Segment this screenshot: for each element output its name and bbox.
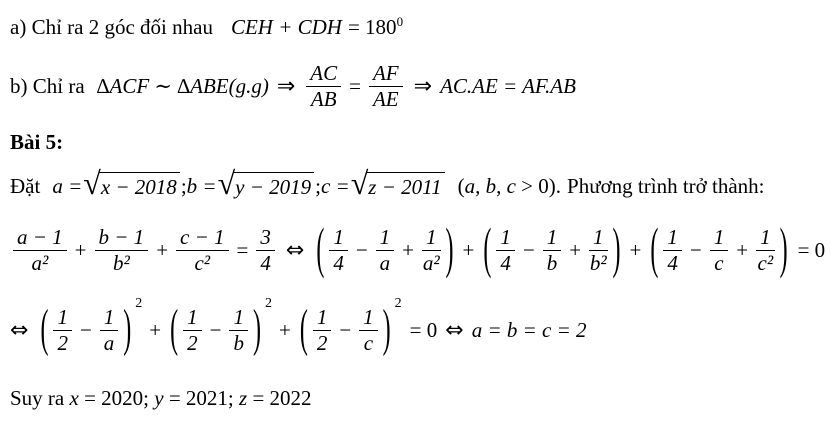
section-title: Bài 5: [10, 130, 64, 154]
equation-line-2 [10, 290, 830, 370]
line-a-exponent: 0 [396, 14, 404, 29]
similarity-criterion: (g.g) [228, 73, 269, 98]
line-b-label: b) Chỉ ra [10, 73, 85, 98]
subst-tail: Phương trình trở thành: [567, 173, 765, 198]
left-paren: ( [40, 302, 49, 358]
implies-arrow: ⇒ [276, 73, 296, 99]
radical-sign: √ [217, 165, 236, 201]
plus-sign: + [462, 237, 475, 262]
squared-group-b [168, 296, 272, 358]
minus-sign: − [522, 237, 535, 262]
iff-arrow: ⇔ [285, 237, 305, 263]
fraction-one-over-b-squared: $\frac{1}{\text{b²}}$ [589, 224, 607, 275]
line-a-equals-value: = 180 [347, 15, 397, 39]
fraction-a-term: $\frac{a - 1}{\text{a²}}$ [13, 226, 67, 274]
minus-sign: − [209, 317, 222, 342]
right-paren: ) [445, 219, 454, 281]
ratio-fraction-af-ae: $\frac{AF}{AE}$ [369, 62, 403, 110]
eq2-conclusion: a = b = c = 2 [471, 317, 587, 342]
z-value: = 2022 [247, 386, 312, 410]
iff-arrow: ⇔ [445, 317, 464, 343]
separator: ; [180, 173, 187, 198]
line-b-conclusion: AC.AE = AF.AB [440, 73, 576, 98]
fraction-one-half: $\frac{1}{2}$ [53, 306, 72, 354]
fraction-one-over-a: $\frac{1}{a}$ [100, 306, 119, 354]
subst-prefix: Đặt [10, 173, 41, 198]
subst-a-lhs: a = [52, 173, 83, 198]
right-paren: ) [382, 302, 391, 358]
minus-sign: − [689, 237, 702, 262]
equals-zero: = 0 [409, 317, 438, 342]
equals-zero: = 0 [797, 237, 826, 262]
plus-sign: + [569, 237, 582, 262]
equation-line-1 [10, 213, 830, 287]
fraction-one-over-a-squared: $\frac{1}{\text{a²}}$ [422, 224, 440, 275]
subst-b-lhs: b = [186, 173, 217, 198]
paren-group-a [314, 219, 455, 281]
ratio-fraction-ac-ab: $\frac{AC}{AB}$ [306, 62, 341, 110]
condition-rest: > 0). [515, 173, 562, 198]
left-paren: ( [299, 302, 308, 358]
right-paren: ) [123, 302, 132, 358]
paren-group-b [481, 219, 622, 281]
equals-sign: = [236, 237, 249, 262]
plus-sign: + [402, 237, 414, 262]
fraction-one-half: $\frac{1}{2}$ [183, 306, 202, 354]
left-paren: ( [483, 219, 492, 281]
fraction-b-term: $\frac{b - 1}{\text{b²}}$ [95, 226, 149, 274]
separator: ; [315, 173, 321, 198]
fraction-c-term: $\frac{c - 1}{\text{c²}}$ [176, 226, 229, 274]
squared-group-a [38, 296, 143, 358]
right-paren: ) [779, 219, 788, 281]
radical-sign: √ [83, 165, 101, 201]
subst-c-lhs: c = [320, 173, 350, 198]
fraction-one-fourth: $\frac{1}{4}$ [663, 226, 682, 274]
minus-sign: − [79, 317, 92, 342]
triangle-similarity: ∆ACF ∼ ∆ABE [96, 73, 229, 98]
paren-group-c [648, 219, 789, 281]
section-heading [10, 130, 830, 155]
var-x: x [69, 386, 79, 410]
fraction-one-half: $\frac{1}{2}$ [313, 306, 332, 354]
plus-sign: + [74, 237, 87, 262]
fraction-one-over-c: $\frac{1}{c}$ [710, 226, 729, 274]
plus-sign: + [736, 237, 749, 262]
plus-sign: + [156, 237, 169, 262]
solution-line-b [10, 55, 830, 117]
sqrt-z-minus-2011: √ z − 2011 [351, 172, 445, 200]
left-paren: ( [316, 219, 325, 281]
minus-sign: − [355, 237, 368, 262]
plus-sign: + [278, 317, 291, 342]
right-paren: ) [612, 219, 621, 281]
implies-arrow: ⇒ [413, 73, 433, 99]
line-a-label: a) Chỉ ra 2 góc đối nhau [10, 15, 213, 39]
plus-sign: + [629, 237, 642, 262]
line-a-angle-sum: CEH + CDH [230, 15, 342, 39]
fraction-one-fourth: $\frac{1}{4}$ [329, 226, 348, 274]
y-value: = 2021; [163, 386, 240, 410]
square-exponent: 2 [135, 296, 143, 311]
solution-line-a [10, 14, 830, 40]
fraction-one-over-b: $\frac{1}{b}$ [229, 306, 248, 354]
final-result-line [10, 386, 830, 411]
squared-group-c [298, 296, 402, 358]
var-y: y [154, 386, 164, 410]
fraction-one-over-c: $\frac{1}{c}$ [359, 306, 378, 354]
fraction-one-over-b: $\frac{1}{b}$ [543, 226, 562, 274]
left-paren: ( [650, 219, 659, 281]
condition-open: ( [457, 173, 465, 198]
fraction-one-fourth: $\frac{1}{4}$ [496, 226, 515, 274]
sqrt-y-minus-2019: √ y − 2019 [218, 172, 315, 200]
var-z: z [239, 386, 248, 410]
final-prefix: Suy ra [10, 386, 70, 410]
condition-variables: a, b, c [464, 173, 516, 198]
right-paren: ) [252, 302, 261, 358]
fraction-one-over-c-squared: $\frac{1}{\text{c²}}$ [757, 224, 774, 275]
fraction-one-over-a: $\frac{1}{a}$ [376, 226, 395, 274]
fraction-three-fourths: $\frac{3}{4}$ [256, 226, 275, 274]
square-exponent: 2 [394, 296, 402, 311]
radical-sign: √ [350, 165, 369, 201]
x-value: = 2020; [78, 386, 155, 410]
plus-sign: + [149, 317, 162, 342]
substitution-line [10, 164, 830, 208]
sqrt-x-minus-2018: √ x − 2018 [83, 172, 180, 200]
iff-arrow: ⇔ [10, 317, 29, 343]
minus-sign: − [339, 317, 352, 342]
square-exponent: 2 [264, 296, 272, 311]
equals-sign: = [349, 73, 361, 98]
left-paren: ( [170, 302, 179, 358]
